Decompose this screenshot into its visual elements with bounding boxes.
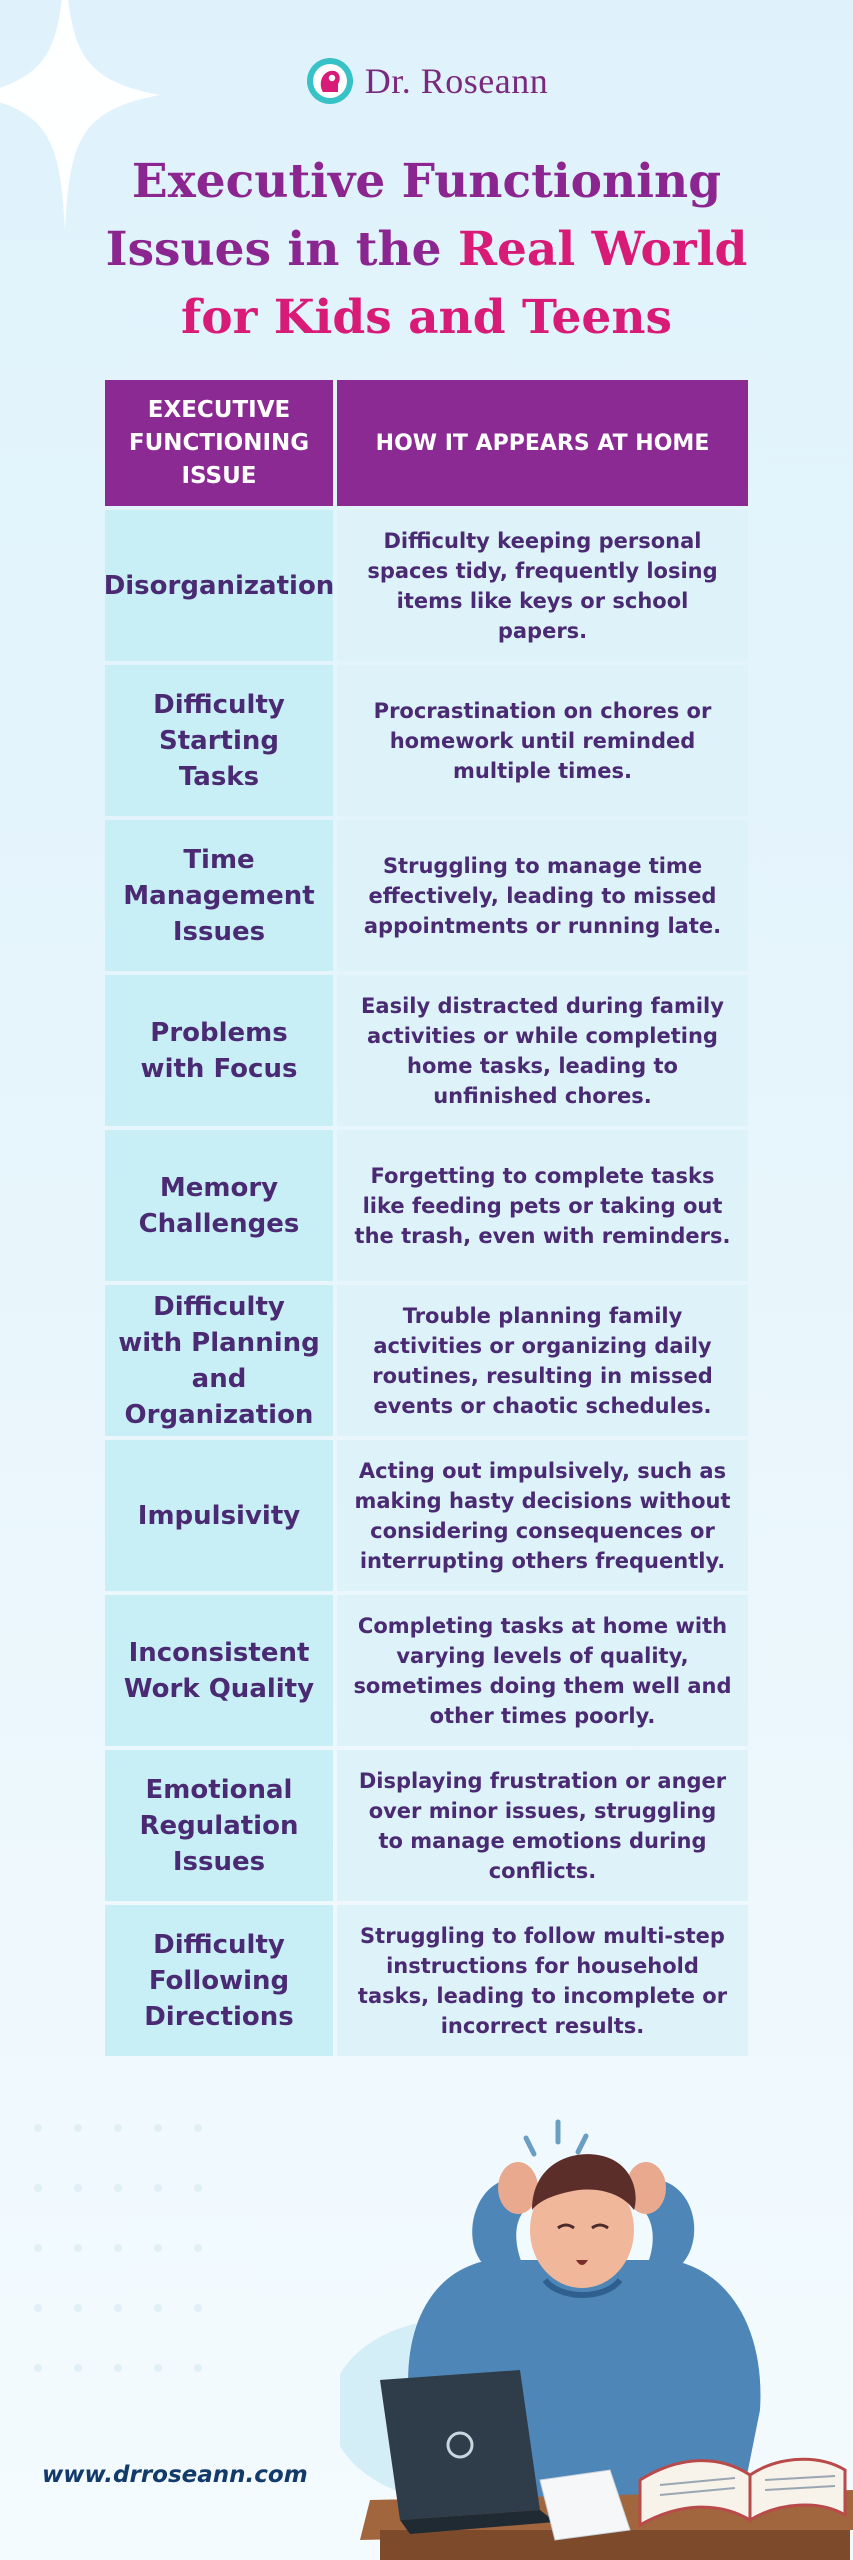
issue-cell: Difficulty Following Directions [105,1905,333,2056]
table-header [105,380,748,506]
page-title [0,148,853,352]
home-description-cell: Difficulty keeping personal spaces tidy, frequently losing items like keys or school papers. [337,510,748,661]
home-description-cell: Displaying frustration or anger over minor issues, struggling to manage emotions during conflicts. [337,1750,748,1901]
header-issue-line-2: FUNCTIONING [128,429,310,456]
issue-cell: Impulsivity [105,1440,333,1591]
brand-logo[interactable] [0,56,853,106]
issue-cell: Time Management Issues [105,820,333,971]
home-description-cell: Completing tasks at home with varying levels of quality, sometimes doing them well and other times poorly. [337,1595,748,1746]
issue-cell: Problems with Focus [105,975,333,1126]
title-line-2-accent: Real World [457,222,748,277]
issue-cell: Difficulty Starting Tasks [105,665,333,816]
header-issue-line-3: ISSUE [181,462,257,489]
title-line-2-part-a: Issues in the [105,222,458,277]
home-description-cell: Struggling to follow multi-step instructions for household tasks, leading to incomplete or incorrect results. [337,1905,748,2056]
home-description-cell: Acting out impulsively, such as making hasty decisions without considering consequences or interrupting others frequently. [337,1440,748,1591]
table-body [105,510,748,2056]
issue-cell: Inconsistent Work Quality [105,1595,333,1746]
dot-pattern-decoration [28,2118,228,2378]
table-row [105,1130,748,1281]
brand-name: Dr. Roseann [364,61,549,101]
home-description-cell: Forgetting to complete tasks like feeding pets or taking out the trash, even with reminders. [337,1130,748,1281]
home-description-cell: Trouble planning family activities or organizing daily routines, resulting in missed events or chaotic schedules. [337,1285,748,1436]
table-row [105,1905,748,2056]
title-line-3: for Kids and Teens [181,290,672,345]
issue-cell: Emotional Regulation Issues [105,1750,333,1901]
table-row [105,1750,748,1901]
table-row [105,1440,748,1591]
table-row [105,665,748,816]
issue-cell: Difficulty with Planning and Organization [105,1285,333,1436]
brain-head-icon [305,56,355,106]
table-row [105,510,748,661]
table-row [105,1285,748,1436]
title-line-1: Executive Functioning [131,154,722,209]
header-issue [105,380,333,506]
header-issue-line-1: EXECUTIVE [147,396,291,423]
home-description-cell: Struggling to manage time effectively, leading to missed appointments or running late. [337,820,748,971]
table-row [105,820,748,971]
home-description-cell: Easily distracted during family activities or while completing home tasks, leading to unfinished chores. [337,975,748,1126]
website-link[interactable]: www.drroseann.com [42,2462,308,2488]
table-row [105,1595,748,1746]
home-description-cell: Procrastination on chores or homework until reminded multiple times. [337,665,748,816]
issue-cell: Disorganization [105,510,333,661]
title-line-2 [0,216,853,284]
issue-cell: Memory Challenges [105,1130,333,1281]
header-home: HOW IT APPEARS AT HOME [337,380,748,506]
ef-issues-table [105,380,748,2056]
table-row [105,975,748,1126]
stressed-student-illustration [340,2110,853,2560]
